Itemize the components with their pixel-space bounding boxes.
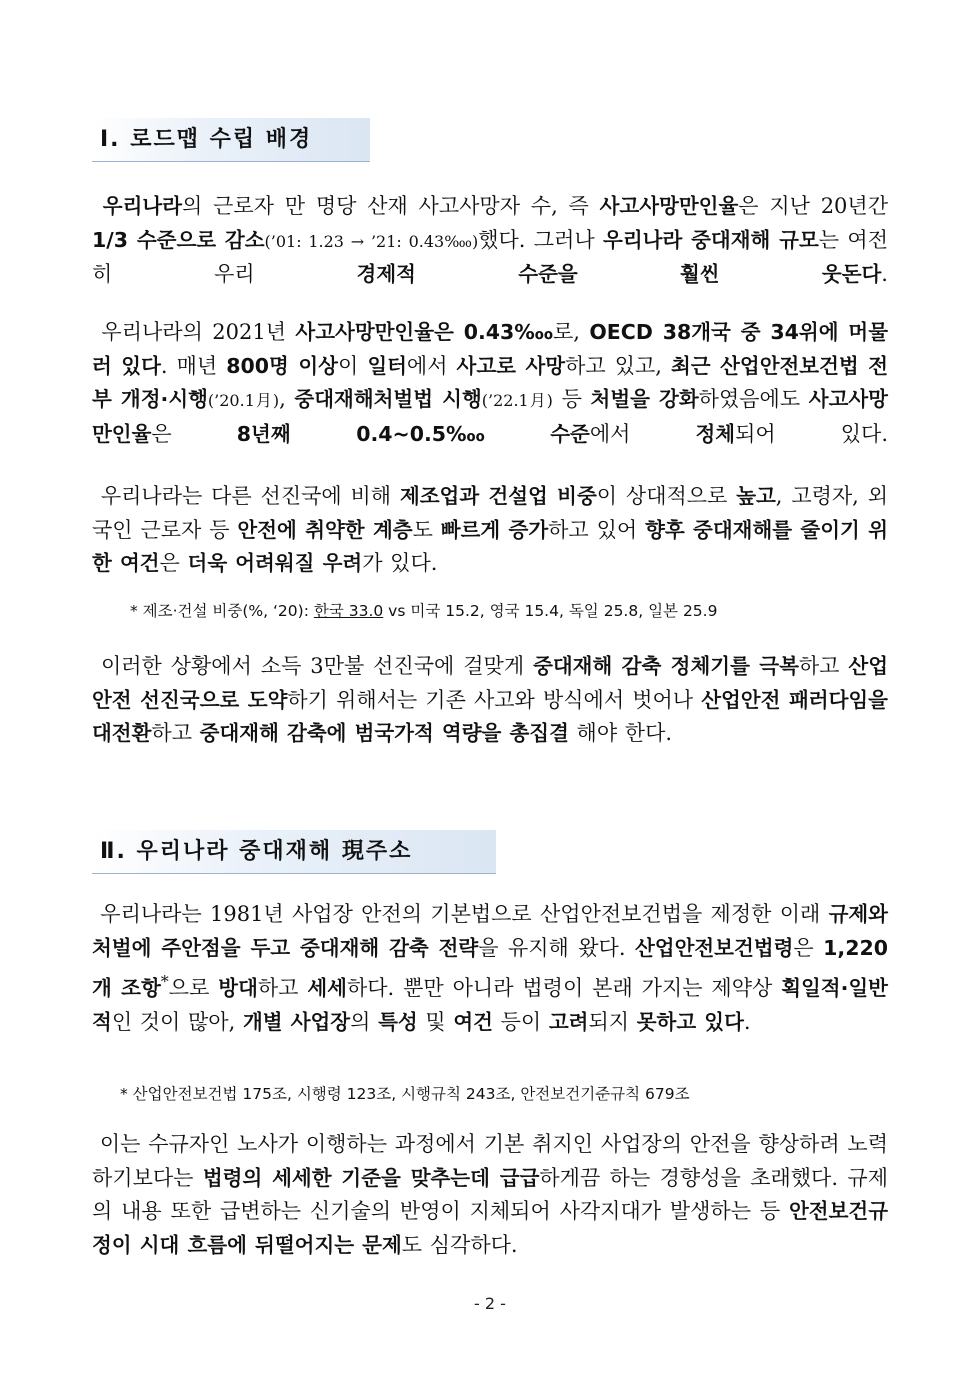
emphasis: 더욱 어려워질 우려: [187, 551, 363, 575]
text: 이: [337, 353, 368, 378]
emphasis: 사고로 사망: [456, 353, 566, 378]
text: 우리나라는 1981년 사업장 안전의 기본법으로 산업안전보건법을 제정한 이래: [100, 902, 829, 926]
emphasis: 향후 중대재해를 줄이기 위한 여건: [92, 517, 889, 575]
text: 도: [412, 517, 441, 542]
emphasis: 세세: [307, 976, 347, 1000]
emphasis: 규제와 처벌에 주안점을 두고 중대재해 감축 전략: [92, 902, 888, 960]
text: 도 심각하다.: [401, 1232, 518, 1257]
text: 으로: [168, 976, 219, 1000]
text: 에서: [406, 353, 457, 378]
emphasis: 개별 사업장: [242, 1009, 351, 1034]
section-heading-2: Ⅱ. 우리나라 중대재해 現주소: [92, 830, 496, 874]
emphasis: OECD 38개국 중 34위에 머물러 있다: [92, 320, 888, 378]
text: 하고: [798, 654, 849, 678]
emphasis: 제조업과 건설업 비중: [399, 484, 597, 508]
text: 하고: [151, 721, 200, 745]
emphasis: 고려: [548, 1009, 589, 1034]
emphasis: 법령의 세세한 기준을 맞추는데 급급: [202, 1165, 540, 1190]
emphasis: 1,220개 조항: [92, 935, 888, 1000]
paragraph-roadmap-background-2: [92, 316, 888, 451]
text: 가 있다.: [362, 551, 438, 575]
emphasis: 처벌을 강화: [590, 387, 699, 411]
text: , 고령자, 외국인 근로자 등: [92, 484, 888, 542]
text: 되지: [588, 1009, 637, 1034]
text: .: [881, 262, 888, 286]
text-small: (’22.1月): [481, 391, 553, 410]
emphasis: 산업안전 패러다임을 대전환: [92, 687, 888, 745]
text: 하고 있어: [548, 517, 646, 542]
emphasis: 산업안전보건법령: [634, 935, 794, 960]
text: 우리나라의 2021년: [101, 320, 296, 344]
text: 하고 있고,: [565, 353, 671, 378]
footnote-marker: *: [160, 972, 169, 991]
text: 은: [151, 421, 237, 446]
text: .: [743, 1009, 751, 1034]
emphasis: 사고사망만인율: [599, 194, 739, 218]
text: 로,: [552, 320, 590, 344]
text: 했다. 그러나: [478, 227, 604, 252]
emphasis: 일터: [367, 353, 407, 378]
emphasis: 못하고 있다: [636, 1009, 744, 1034]
emphasis: 우리나라 중대재해 규모: [603, 227, 819, 252]
text: 및: [417, 1009, 454, 1034]
text: 등이: [492, 1009, 549, 1034]
text: 하다. 뿐만 아니라 법령이 본래 가지는 제약상: [346, 976, 782, 1000]
emphasis: 우리나라: [102, 194, 183, 218]
footnote-manufacturing-share: [130, 600, 717, 622]
text: 의 근로자 만 명당 산재 사고사망자 수, 즉: [182, 194, 600, 218]
page-number: - 2 -: [474, 1294, 506, 1313]
emphasis: 획일적·일반적: [92, 976, 888, 1034]
paragraph-current-status-2: [92, 1128, 888, 1262]
emphasis: 방대: [218, 976, 258, 1000]
text: 는 여전히 우리: [92, 227, 888, 286]
text-small: (’20.1月): [207, 391, 280, 410]
emphasis: 사고사망만인율: [92, 387, 888, 446]
emphasis: 1/3 수준으로 감소: [92, 227, 265, 252]
emphasis: 빠르게 증가: [440, 517, 549, 542]
underlined-text: 한국 33.0: [313, 602, 384, 620]
text: 에서: [589, 421, 696, 446]
emphasis: 최근 산업안전보건법 전부 개정·시행: [92, 353, 889, 411]
emphasis: 높고: [736, 484, 776, 508]
text: 은 지난 20년간: [738, 194, 888, 218]
text: 을 유지해 왔다.: [478, 935, 635, 960]
paragraph-roadmap-background-3: [92, 480, 888, 581]
emphasis: 여건: [453, 1009, 493, 1034]
text: * 제조·건설 비중(%, ‘20):: [130, 602, 314, 620]
text: vs 미국 15.2, 영국 15.4, 독일 25.8, 일본 25.9: [383, 602, 718, 620]
text: 이는 수규자인 노사가 이행하는 과정에서 기본 취지인 사업장의 안전을 향상하려 노력하기보다는: [92, 1132, 888, 1190]
emphasis: 중대재해처벌법 시행: [294, 387, 482, 411]
text: ,: [279, 387, 295, 411]
emphasis: 정체: [695, 421, 736, 446]
text: 이러한 상황에서 소득 3만불 선진국에 걸맞게: [100, 654, 534, 678]
text: 의: [350, 1009, 379, 1034]
emphasis: 중대재해 감축에 범국가적 역량을 총집결: [199, 721, 569, 745]
paragraph-current-status-1: [92, 898, 888, 1039]
text: 은: [793, 935, 824, 960]
text: 해야 한다.: [568, 721, 673, 745]
emphasis: 안전보건규정이 시대 흐름에 뒤떨어지는 문제: [92, 1199, 888, 1257]
emphasis: 사고사망만인율은 0.43‱: [295, 320, 553, 344]
text: 하였음에도: [698, 387, 809, 411]
text: 하고: [257, 976, 308, 1000]
text-small: (’01: 1.23 → ’21: 0.43‱): [264, 231, 479, 251]
emphasis: 800명 이상: [226, 353, 338, 378]
emphasis: 특성: [378, 1009, 418, 1034]
emphasis: 안전에 취약한 계층: [237, 517, 413, 542]
text: 등: [552, 387, 591, 411]
text: 우리나라는 다른 선진국에 비해: [100, 484, 400, 508]
text: 이 상대적으로: [596, 484, 737, 508]
text: . 매년: [160, 353, 227, 378]
emphasis: 산업안전 선진국으로 도약: [92, 654, 889, 712]
emphasis: 8년째 0.4~0.5‱ 수준: [236, 421, 590, 446]
emphasis: 경제적 수준을 훨씬 웃돈다: [356, 262, 882, 286]
text: 하게끔 하는 경향성을 초래했다. 규제의 내용 또한 급변하는 신기술의 반영이 지체되어 사각지대가 발생하는 등: [92, 1165, 889, 1223]
paragraph-roadmap-background-1: [92, 190, 888, 292]
emphasis: 중대재해 감축 정체기를 극복: [533, 654, 799, 678]
text: 인 것이 많아,: [111, 1009, 243, 1034]
paragraph-roadmap-background-4: [92, 650, 888, 751]
text: 하기 위해서는 기존 사고와 방식에서 벗어나: [287, 687, 702, 712]
text: 은: [159, 551, 188, 575]
footnote-law-articles: * 산업안전보건법 175조, 시행령 123조, 시행규칙 243조, 안전보건기준규칙 679조: [120, 1085, 690, 1103]
section-heading-1: Ⅰ. 로드맵 수립 배경: [92, 118, 370, 162]
text: 되어 있다.: [735, 421, 889, 446]
